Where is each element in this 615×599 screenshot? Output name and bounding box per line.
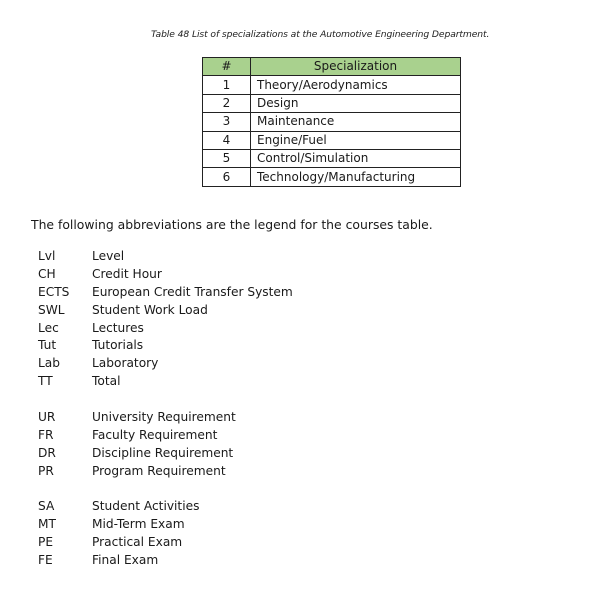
legend-item — [38, 463, 293, 481]
legend-abbreviation: Lec — [38, 320, 59, 335]
table-row — [203, 113, 461, 131]
legend-item — [38, 284, 293, 302]
legend-abbreviation: TT — [38, 374, 53, 389]
legend-meaning: Student Work Load — [92, 302, 208, 317]
legend-meaning: Lectures — [92, 320, 144, 335]
legend-meaning: University Requirement — [92, 410, 236, 425]
legend-item — [38, 516, 293, 534]
legend-item — [38, 445, 293, 463]
legend-meaning: Discipline Requirement — [92, 445, 234, 460]
row-number: 4 — [203, 131, 251, 149]
legend-item — [38, 337, 293, 355]
row-number: 1 — [203, 76, 251, 94]
row-specialization: Technology/Manufacturing — [251, 168, 461, 186]
row-number: 6 — [203, 168, 251, 186]
header-specialization: Specialization — [251, 58, 461, 76]
legend-intro: The following abbreviations are the legend for the courses table. — [31, 217, 433, 232]
legend-item — [38, 427, 293, 445]
legend-meaning: Mid-Term Exam — [92, 517, 185, 532]
legend-meaning: Total — [92, 374, 121, 389]
header-number: # — [203, 58, 251, 76]
legend-meaning: Faculty Requirement — [92, 427, 218, 442]
legend-item — [38, 355, 293, 373]
row-specialization: Maintenance — [251, 113, 461, 131]
legend-meaning: Tutorials — [92, 338, 144, 353]
table-row — [203, 131, 461, 149]
legend-meaning: Practical Exam — [92, 535, 183, 550]
legend-meaning: Level — [92, 249, 125, 263]
legend-item — [38, 498, 293, 516]
row-number: 2 — [203, 94, 251, 112]
legend-item — [38, 373, 293, 391]
legend-abbreviation: SA — [38, 499, 55, 514]
legend-item — [38, 266, 293, 284]
table-header-row — [203, 58, 461, 76]
legend-abbreviation: Lab — [38, 356, 60, 371]
table-caption: Table 48 List of specializations at the Automotive Engineering Department. — [151, 29, 490, 40]
legend-abbreviation: CH — [38, 266, 56, 281]
legend-abbreviation: FR — [38, 427, 54, 442]
legend-abbreviation: ECTS — [38, 284, 70, 299]
legend-abbreviation: SWL — [38, 302, 65, 317]
legend-abbreviation: MT — [38, 517, 56, 532]
specializations-table — [202, 57, 461, 187]
legend-abbreviation: Lvl — [38, 249, 56, 263]
row-number: 3 — [203, 113, 251, 131]
legend-abbreviation: DR — [38, 445, 56, 460]
row-specialization: Theory/Aerodynamics — [251, 76, 461, 94]
legend-item — [38, 248, 293, 266]
row-specialization: Control/Simulation — [251, 149, 461, 167]
table-row — [203, 76, 461, 94]
legend-abbreviation: PR — [38, 463, 54, 478]
legend-spacer — [38, 391, 293, 409]
legend-abbreviation: UR — [38, 410, 56, 425]
legend-spacer — [38, 481, 293, 499]
legend-meaning: European Credit Transfer System — [92, 284, 293, 299]
legend-meaning: Student Activities — [92, 499, 200, 514]
table-row — [203, 94, 461, 112]
legend-item — [38, 409, 293, 427]
legend-meaning: Laboratory — [92, 356, 159, 371]
legend-abbreviation: PE — [38, 535, 54, 550]
legend-meaning: Program Requirement — [92, 463, 226, 478]
table-row — [203, 168, 461, 186]
legend-item — [38, 320, 293, 338]
legend-item — [38, 552, 293, 570]
row-specialization: Engine/Fuel — [251, 131, 461, 149]
legend-abbreviation: Tut — [38, 338, 57, 353]
legend-meaning: Final Exam — [92, 553, 159, 568]
row-specialization: Design — [251, 94, 461, 112]
legend-meaning: Credit Hour — [92, 266, 162, 281]
table-row — [203, 149, 461, 167]
legend-item — [38, 534, 293, 552]
abbreviation-legend — [38, 248, 293, 570]
row-number: 5 — [203, 149, 251, 167]
legend-abbreviation: FE — [38, 553, 53, 568]
legend-item — [38, 302, 293, 320]
